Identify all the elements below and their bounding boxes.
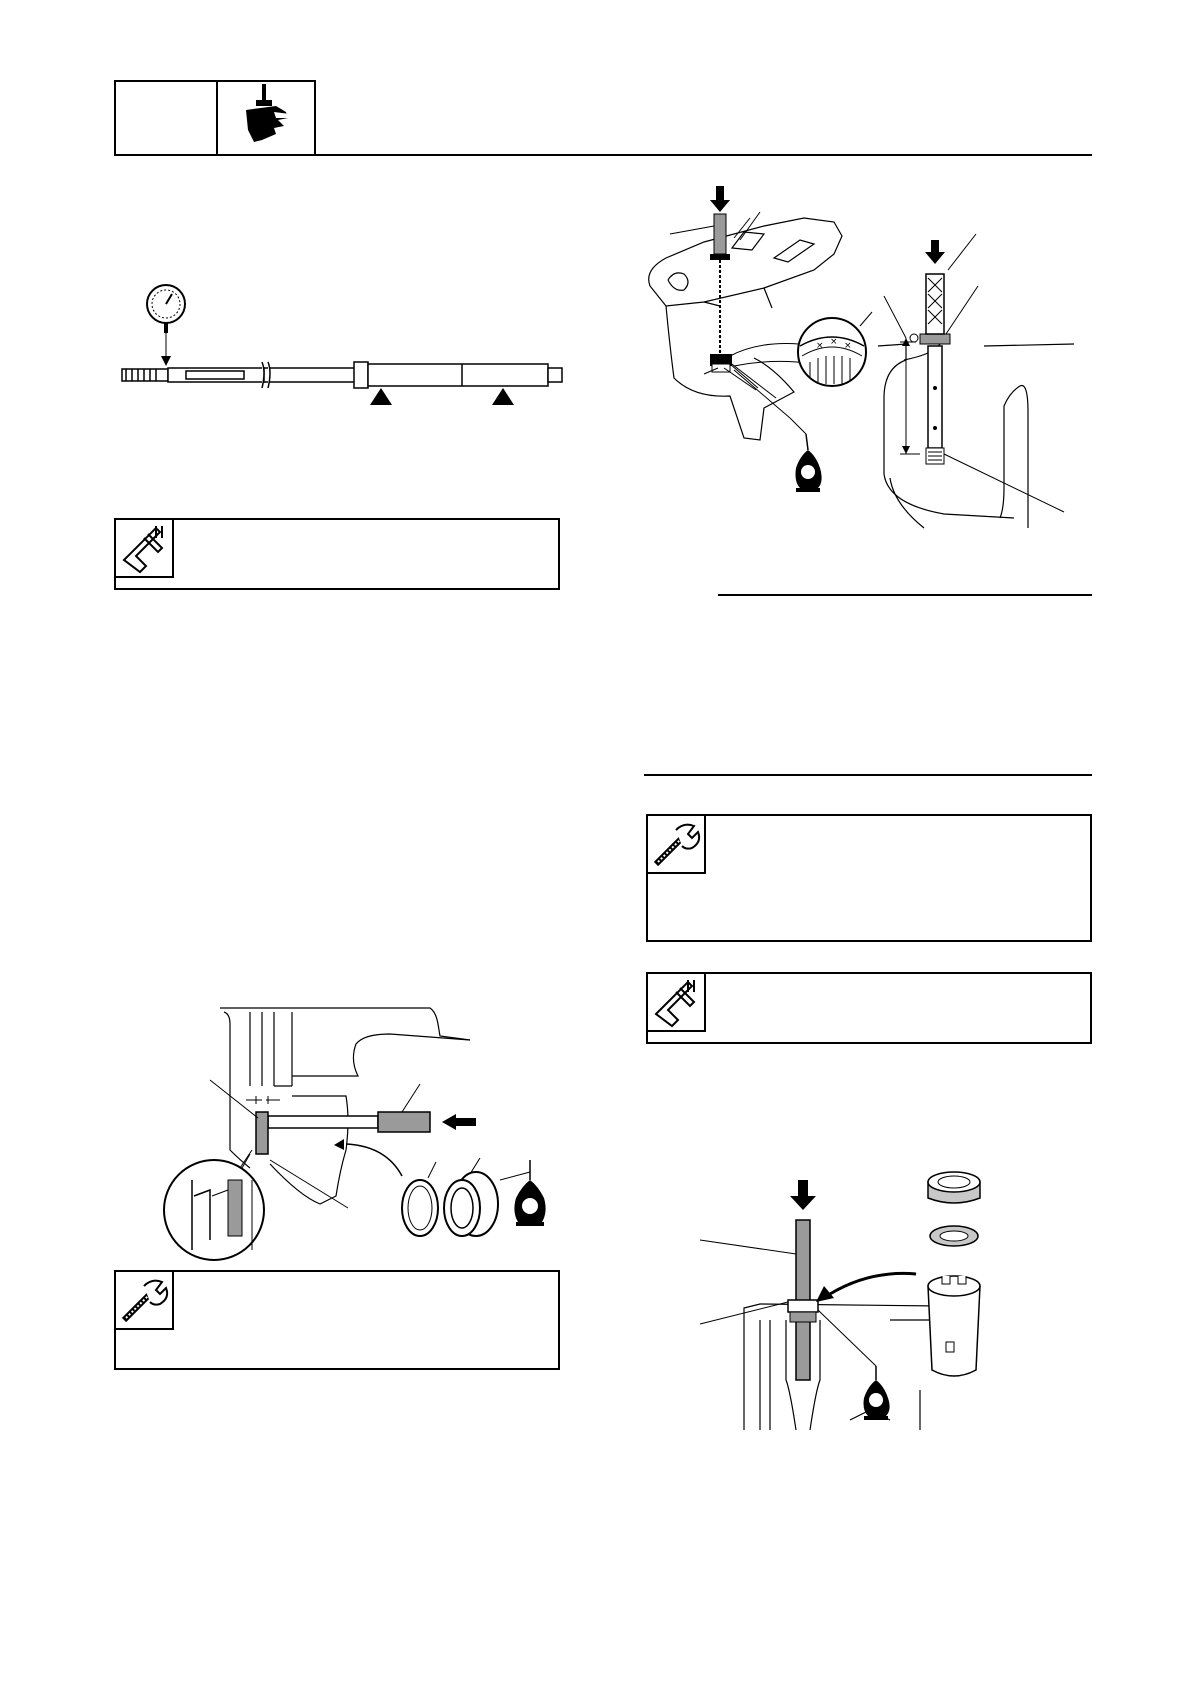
- press-arrow-icon: [442, 1114, 476, 1130]
- hand-disassembly-icon: [218, 82, 314, 154]
- grease-icon: [734, 370, 822, 492]
- spec-icon-box: [648, 816, 706, 874]
- svg-text:×: ×: [816, 341, 824, 351]
- special-tool-icon: [648, 816, 704, 872]
- magnified-detail-icon: [730, 318, 866, 386]
- press-arrow-icon: [790, 1180, 816, 1210]
- propeller-shaft: [122, 362, 562, 388]
- spec-icon-box: [116, 1272, 174, 1330]
- press-arrow-icon: [925, 240, 945, 264]
- press-arrow-icon: [710, 186, 730, 212]
- header-rule: [114, 154, 1092, 156]
- svg-text:×: ×: [844, 341, 852, 351]
- svg-text:×: ×: [830, 337, 838, 347]
- dial-gauge-icon: [147, 285, 185, 366]
- grease-icon: [500, 1160, 546, 1226]
- section-rule: [644, 774, 1092, 776]
- installer-handle: [268, 1116, 378, 1128]
- v-block-support-icon: [492, 388, 514, 405]
- propeller-shaft-figure: [110, 282, 570, 422]
- needle-bearing-install-figure: [700, 1170, 1060, 1430]
- special-tool-icon: [116, 1272, 172, 1328]
- drive-shaft-bearing-figure: [644, 178, 1094, 548]
- spec-icon-box: [116, 520, 174, 578]
- spec-box-runout-limit: [114, 518, 560, 590]
- oil-seal-install-figure: [150, 1000, 570, 1270]
- v-block-support-icon: [370, 388, 392, 405]
- washer: [930, 1226, 978, 1246]
- bearing-housing-icon: [928, 1276, 980, 1376]
- spec-box-measure-right: [646, 972, 1092, 1044]
- caliper-icon: [116, 520, 172, 576]
- grease-icon: [818, 1310, 890, 1420]
- section-rule: [718, 594, 1092, 596]
- oil-seal: [444, 1172, 498, 1236]
- header-icon-box: [216, 80, 316, 156]
- spec-icon-box: [648, 974, 706, 1032]
- bearing-race-icon: [928, 1172, 980, 1203]
- caliper-icon: [648, 974, 704, 1030]
- header-chapter-box: [114, 80, 218, 156]
- spec-box-special-tool-right: [646, 814, 1092, 942]
- spec-box-special-tool-left: [114, 1270, 560, 1370]
